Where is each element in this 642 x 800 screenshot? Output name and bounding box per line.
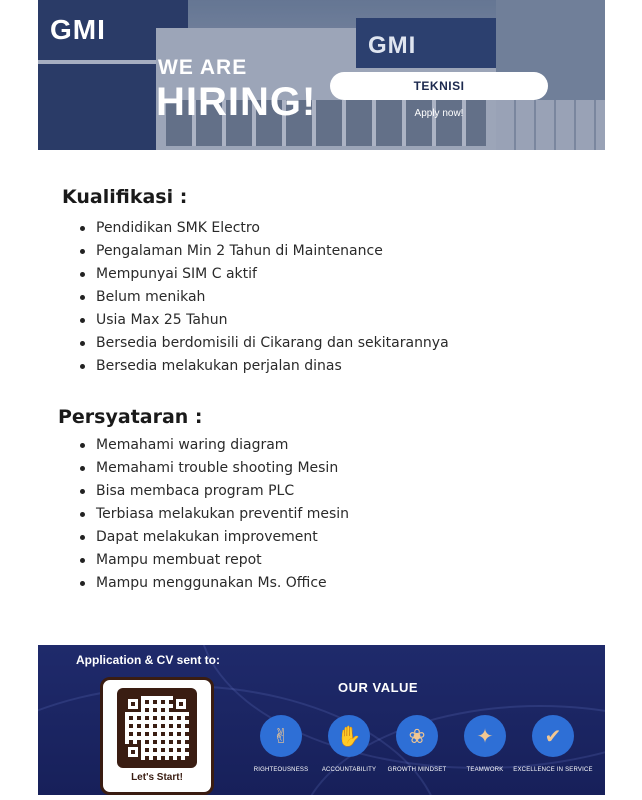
list-item: Terbiasa melakukan preventif mesin [80, 503, 349, 526]
company-logo: GMI [50, 14, 106, 45]
qr-code[interactable] [125, 696, 189, 760]
thumbs-up-icon: ✔ [532, 715, 574, 757]
lets-start-label: Let's Start! [131, 772, 183, 783]
value-righteousness: ✌ RIGHTEOUSNESS [238, 715, 324, 773]
list-item: Memahami trouble shooting Mesin [80, 457, 349, 480]
list-item: Belum menikah [80, 286, 449, 309]
list-item: Dapat melakukan improvement [80, 526, 349, 549]
kualifikasi-list [80, 217, 449, 378]
persyataran-list [80, 434, 349, 595]
list-item: Bersedia melakukan perjalan dinas [80, 355, 449, 378]
value-growth-mindset: ❀ GROWTH MINDSET [374, 715, 460, 773]
position-label: TEKNISI [413, 79, 465, 93]
list-item: Mampu membuat repot [80, 549, 349, 572]
values-row [238, 715, 598, 795]
list-item: Mempunyai SIM C aktif [80, 263, 449, 286]
raised-hand-icon: ✋ [328, 715, 370, 757]
apply-now-text: Apply now! [414, 108, 464, 119]
value-accountability: ✋ ACCOUNTABILITY [306, 715, 392, 773]
we-are-text: WE ARE [158, 56, 248, 79]
handshake-icon: ✦ [464, 715, 506, 757]
qr-card[interactable] [100, 677, 214, 795]
ok-hand-icon: ✌ [260, 715, 302, 757]
our-value-title: OUR VALUE [338, 680, 419, 695]
list-item: Pendidikan SMK Electro [80, 217, 449, 240]
value-teamwork: ✦ TEAMWORK [442, 715, 528, 773]
list-item: Bisa membaca program PLC [80, 480, 349, 503]
persyataran-title: Persyataran : [58, 406, 203, 428]
list-item: Usia Max 25 Tahun [80, 309, 449, 332]
kualifikasi-title: Kualifikasi : [62, 186, 188, 208]
list-item: Pengalaman Min 2 Tahun di Maintenance [80, 240, 449, 263]
position-pill [330, 72, 548, 100]
footer-panel [38, 645, 605, 795]
open-hands-icon: ❀ [396, 715, 438, 757]
hiring-text: HIRING! [156, 80, 317, 124]
hiring-banner [38, 0, 605, 150]
building-sign-logo: GMI [368, 32, 417, 59]
list-item: Bersedia berdomisili di Cikarang dan sekitarannya [80, 332, 449, 355]
list-item: Memahami waring diagram [80, 434, 349, 457]
list-item: Mampu menggunakan Ms. Office [80, 572, 349, 595]
value-excellence-in-service: ✔ EXCELLENCE IN SERVICE [510, 715, 596, 773]
application-sent-to: Application & CV sent to: [76, 653, 220, 667]
